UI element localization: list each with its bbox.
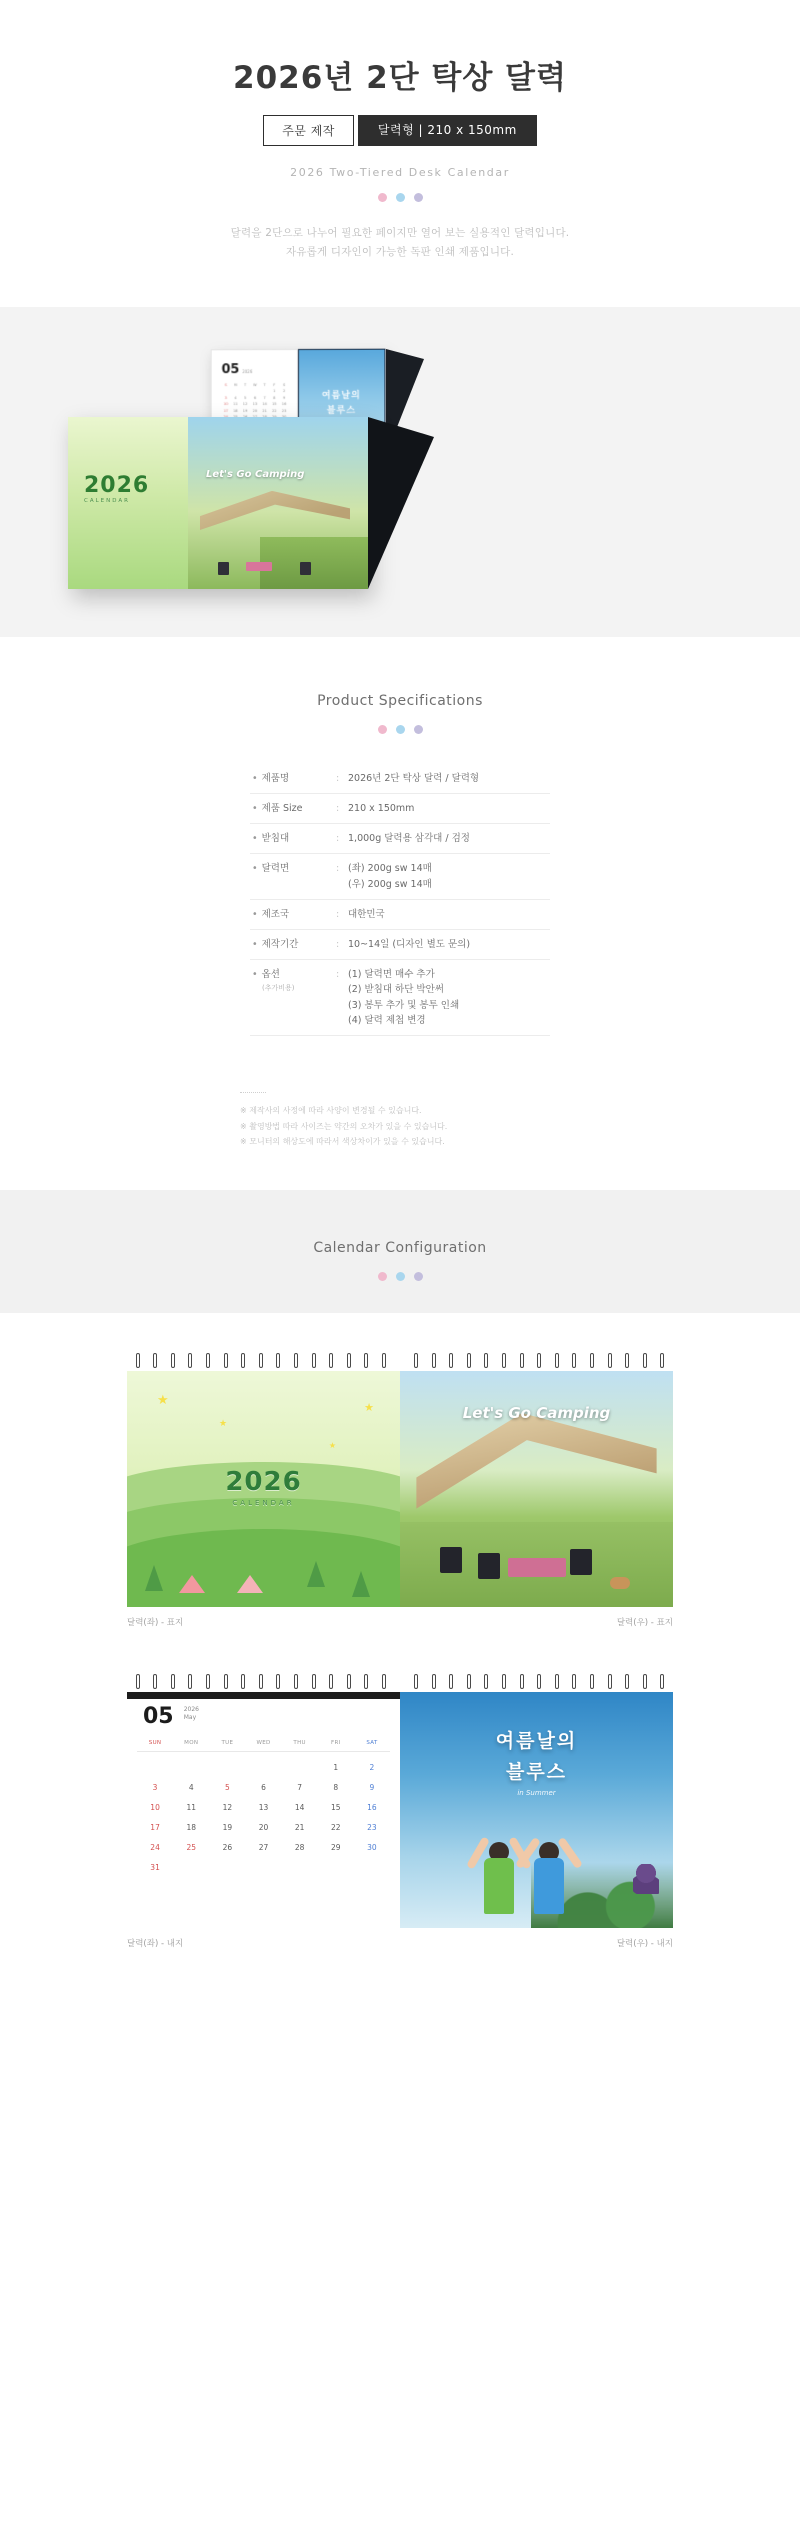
spiral-coil-icon <box>153 1674 157 1689</box>
rear-blues-title-2: 블루스 <box>326 405 356 416</box>
note-line: ※ 모니터의 해상도에 따라서 색상차이가 있을 수 있습니다. <box>240 1137 445 1147</box>
rear-day: 18 <box>233 408 238 413</box>
inner-pages <box>127 1692 673 1928</box>
rear-day: 7 <box>263 395 266 400</box>
spiral-coil-icon <box>590 1674 594 1689</box>
inner-left-page <box>127 1692 400 1928</box>
dot-pink <box>378 725 387 734</box>
badge-row <box>0 115 800 146</box>
front-photo-ground <box>260 537 368 589</box>
spec-separator: : <box>336 863 340 875</box>
decorative-dots <box>0 725 800 734</box>
dot-blue <box>396 725 405 734</box>
configuration-body <box>0 1313 800 1999</box>
table-row <box>250 899 550 929</box>
spiral-group-right <box>405 1674 673 1690</box>
cover-year-text: 2026 <box>225 1466 302 1497</box>
day-cell <box>354 1863 390 1872</box>
spec-key-label: 제품 Size <box>261 803 303 815</box>
day-cell: 25 <box>186 1842 196 1852</box>
dow-sun: SUN <box>137 1740 173 1752</box>
day-cell <box>173 1763 209 1772</box>
spiral-group-left <box>127 1353 395 1369</box>
spec-value-line: (좌) 200g sw 14매 <box>348 863 432 875</box>
rear-day: 10 <box>223 402 229 406</box>
star-icon: ★ <box>157 1392 169 1408</box>
rear-day: 6 <box>253 395 257 400</box>
product-photo-section <box>0 307 800 637</box>
day-cell: 24 <box>150 1842 160 1852</box>
day-cell: 31 <box>150 1862 160 1872</box>
bullet-icon: • <box>252 833 258 845</box>
camp-table-icon <box>508 1558 566 1577</box>
spec-value: 대한민국 <box>348 908 385 920</box>
note-line: ※ 촬영방법 따라 사이즈는 약간의 오차가 있을 수 있습니다. <box>240 1121 448 1131</box>
rear-day: 16 <box>281 402 287 407</box>
specifications-title: Product Specifications <box>317 692 483 709</box>
dot-blue <box>396 1272 405 1281</box>
day-cell <box>282 1863 318 1872</box>
dot-pink <box>378 1272 387 1281</box>
spiral-coil-icon <box>502 1674 506 1689</box>
spec-separator: : <box>336 969 340 981</box>
inner-right-page <box>400 1692 673 1928</box>
spiral-binding <box>127 1353 673 1369</box>
decorative-dots <box>0 193 800 202</box>
rear-day: 19 <box>242 408 248 413</box>
spiral-coil-icon <box>432 1674 436 1689</box>
spiral-coil-icon <box>276 1353 280 1368</box>
spec-separator: : <box>336 908 340 920</box>
spec-separator: : <box>336 803 340 815</box>
spiral-coil-icon <box>171 1353 175 1368</box>
spiral-coil-icon <box>660 1674 664 1689</box>
spiral-coil-icon <box>572 1674 576 1689</box>
spiral-coil-icon <box>382 1674 386 1689</box>
caption-cover-left: 달력(좌) - 표지 <box>127 1617 184 1628</box>
bullet-icon: • <box>252 863 258 875</box>
day-cell <box>137 1763 173 1772</box>
child-body <box>484 1858 514 1914</box>
rear-day <box>231 389 240 394</box>
spiral-coil-icon <box>537 1353 541 1368</box>
spiral-coil-icon <box>572 1353 576 1368</box>
cover-right-page <box>400 1371 673 1607</box>
rear-day: 12 <box>242 402 248 406</box>
dow-tue: TUE <box>209 1740 245 1752</box>
rear-day: 5 <box>244 395 247 400</box>
rear-month-number: 05 <box>221 362 240 377</box>
front-photo-text: Let's Go Camping <box>206 468 305 480</box>
child-figure-left <box>478 1822 520 1914</box>
star-icon: ★ <box>328 1440 336 1450</box>
day-cell: 19 <box>222 1822 233 1832</box>
dow-thu: THU <box>282 1740 318 1752</box>
spec-value-line: (우) 200g sw 14매 <box>348 878 432 890</box>
spec-key <box>250 899 334 929</box>
spec-key <box>250 824 334 854</box>
spec-option-line: (2) 받침대 하단 박안써 <box>348 984 444 996</box>
spiral-coil-icon <box>660 1353 664 1368</box>
inner-spread <box>127 1674 673 1928</box>
rear-mini-grid <box>222 383 289 420</box>
spec-value <box>346 854 550 899</box>
day-cell: 21 <box>294 1822 305 1832</box>
spiral-coil-icon <box>329 1353 333 1368</box>
spiral-coil-icon <box>171 1674 175 1689</box>
badge-size: 달력형 | 210 x 150mm <box>358 115 537 146</box>
spiral-coil-icon <box>206 1674 210 1689</box>
day-cell <box>245 1863 281 1872</box>
spiral-coil-icon <box>241 1674 245 1689</box>
rear-dow: F <box>273 382 276 387</box>
spiral-coil-icon <box>153 1353 157 1368</box>
day-cell: 1 <box>333 1762 339 1772</box>
dot-purple <box>414 725 423 734</box>
spiral-coil-icon <box>188 1353 192 1368</box>
front-photo-chair-icon <box>300 562 311 575</box>
spec-value <box>346 960 550 1036</box>
grapes-icon <box>633 1864 659 1894</box>
dot-purple <box>414 193 423 202</box>
day-cell: 28 <box>294 1842 305 1852</box>
spiral-coil-icon <box>502 1353 506 1368</box>
spiral-coil-icon <box>608 1353 612 1368</box>
table-row <box>250 824 550 854</box>
day-cell: 13 <box>258 1802 269 1812</box>
day-cell: 9 <box>369 1782 375 1792</box>
top-black-bar <box>127 1692 400 1699</box>
spiral-coil-icon <box>643 1353 647 1368</box>
month-sheet <box>127 1692 400 1928</box>
spec-key-label: 제품명 <box>261 772 290 784</box>
rear-day: 21 <box>262 408 267 413</box>
spiral-coil-icon <box>520 1353 524 1368</box>
rear-day: 9 <box>282 395 286 400</box>
day-cell: 30 <box>367 1842 377 1852</box>
day-cell: 3 <box>152 1782 158 1792</box>
spiral-coil-icon <box>224 1674 228 1689</box>
bullet-icon: • <box>252 938 258 950</box>
day-cell: 4 <box>188 1782 194 1792</box>
bullet-icon: • <box>252 772 258 784</box>
rear-month-year: 2026 <box>242 368 253 374</box>
spec-value: 1,000g 달력용 삼각대 / 검정 <box>348 833 470 845</box>
specifications-table <box>250 764 550 1036</box>
day-cell: 5 <box>224 1782 230 1792</box>
spec-key <box>250 794 334 824</box>
caption-inner-left: 달력(좌) - 내지 <box>127 1938 184 1949</box>
rear-day: 4 <box>234 395 237 400</box>
spec-option-line: (4) 달력 제첩 변경 <box>348 1014 426 1026</box>
camp-chair-icon <box>478 1553 500 1579</box>
cover-spread <box>127 1353 673 1607</box>
cover-left-page <box>127 1371 400 1607</box>
cover-photo-text: Let's Go Camping <box>462 1403 611 1422</box>
spec-value: 2026년 2단 탁상 달력 / 달력형 <box>348 772 480 784</box>
child-figure-right <box>528 1822 570 1914</box>
day-cell <box>209 1763 245 1772</box>
tent-icon <box>237 1575 263 1593</box>
day-cell <box>245 1763 281 1772</box>
star-icon: ★ <box>219 1418 228 1429</box>
spec-separator: : <box>336 938 340 950</box>
spiral-coil-icon <box>432 1353 436 1368</box>
tree-icon <box>307 1561 325 1587</box>
spec-key-subnote: (추가비용) <box>262 984 295 993</box>
day-cell <box>173 1863 209 1872</box>
day-cell: 12 <box>222 1802 233 1812</box>
blues-title-1: 여름날의 <box>495 1729 578 1752</box>
spec-key-label: 옵션 <box>261 969 280 981</box>
spec-separator: : <box>336 833 340 845</box>
rear-day: 1 <box>273 389 276 394</box>
day-cell <box>209 1863 245 1872</box>
configuration-title: Calendar Configuration <box>313 1239 487 1256</box>
spiral-coil-icon <box>414 1674 418 1689</box>
spec-key <box>250 854 334 899</box>
product-photo-front-calendar <box>68 417 368 589</box>
front-calendar-left-half <box>68 417 188 589</box>
spiral-coil-icon <box>590 1353 594 1368</box>
cover-year-sub: CALENDAR <box>232 1498 295 1507</box>
configuration-header <box>0 1190 800 1313</box>
cover-captions <box>127 1616 673 1628</box>
front-photo-chair-icon <box>218 562 229 575</box>
spiral-coil-icon <box>467 1674 471 1689</box>
spiral-coil-icon <box>259 1353 263 1368</box>
spec-value: 210 x 150mm <box>348 803 415 815</box>
rear-dow: S <box>224 382 228 387</box>
spec-key-label: 받침대 <box>261 833 290 845</box>
spiral-coil-icon <box>608 1674 612 1689</box>
day-cell: 17 <box>150 1822 160 1832</box>
spiral-coil-icon <box>224 1353 228 1368</box>
rear-day: 3 <box>224 395 228 400</box>
star-icon: ★ <box>364 1400 374 1414</box>
bullet-icon: • <box>252 969 258 981</box>
spec-key <box>250 764 334 794</box>
dow-mon: MON <box>173 1740 209 1752</box>
month-year-label <box>184 1706 199 1723</box>
spiral-group-left <box>127 1674 395 1690</box>
spiral-coil-icon <box>276 1674 280 1689</box>
hero-description-line-1: 달력을 2단으로 나누어 필요한 페이지만 열어 보는 실용적인 달력입니다. <box>230 227 570 239</box>
day-cell: 8 <box>333 1782 339 1792</box>
month-number: 05 <box>143 1703 174 1729</box>
day-cell: 14 <box>294 1802 305 1812</box>
rear-day <box>241 389 250 394</box>
day-cell: 15 <box>331 1802 341 1812</box>
table-row <box>250 960 550 1036</box>
spec-key-label: 제작기간 <box>261 938 299 950</box>
day-cell: 10 <box>150 1802 160 1812</box>
spec-key-label: 달력면 <box>261 863 290 875</box>
spiral-coil-icon <box>449 1353 453 1368</box>
day-cell: 27 <box>258 1842 269 1852</box>
rear-day: 22 <box>272 408 277 413</box>
day-cell <box>318 1863 354 1872</box>
rear-day: 15 <box>272 402 277 407</box>
month-grid <box>137 1740 390 1872</box>
hero-description <box>0 224 800 263</box>
spec-option-line: (3) 봉투 추가 및 봉투 인쇄 <box>348 999 460 1011</box>
day-cell: 7 <box>297 1782 303 1792</box>
spec-key <box>250 960 334 1036</box>
rear-day: 23 <box>281 408 287 413</box>
front-photo-table-icon <box>246 562 272 571</box>
bullet-icon: • <box>252 908 258 920</box>
spiral-coil-icon <box>312 1674 316 1689</box>
spiral-coil-icon <box>329 1674 333 1689</box>
bullet-icon: • <box>252 803 258 815</box>
spec-separator: : <box>336 772 340 784</box>
day-cell: 2 <box>369 1762 375 1772</box>
rear-day: 20 <box>252 408 258 413</box>
spiral-coil-icon <box>449 1674 453 1689</box>
day-cell <box>282 1763 318 1772</box>
blues-title-sub: in Summer <box>517 1788 556 1797</box>
tree-icon <box>145 1565 163 1591</box>
month-header <box>143 1703 199 1729</box>
day-cell: 29 <box>331 1842 341 1852</box>
blues-photo <box>400 1692 673 1928</box>
rear-day <box>260 389 269 394</box>
spec-value: 10~14일 (디자인 별도 문의) <box>348 938 471 950</box>
dot-purple <box>414 1272 423 1281</box>
dow-fri: FRI <box>318 1740 354 1752</box>
day-cell: 26 <box>222 1842 233 1852</box>
spec-key-label: 제조국 <box>261 908 290 920</box>
camp-chair-icon <box>570 1549 592 1575</box>
dow-sat: SAT <box>354 1740 390 1752</box>
day-cell: 18 <box>186 1822 196 1832</box>
spiral-coil-icon <box>364 1674 368 1689</box>
month-name-en: May <box>183 1714 197 1722</box>
dot-blue <box>396 193 405 202</box>
table-row <box>250 854 550 899</box>
rear-blues-title-1: 여름날의 <box>321 390 361 401</box>
hero-section <box>0 0 800 307</box>
spiral-binding <box>127 1674 673 1690</box>
inner-captions <box>127 1937 673 1949</box>
spiral-coil-icon <box>136 1353 140 1368</box>
spiral-coil-icon <box>625 1674 629 1689</box>
child-body <box>534 1858 564 1914</box>
spiral-coil-icon <box>414 1353 418 1368</box>
front-year-sub: CALENDAR <box>84 497 130 504</box>
day-cell: 20 <box>258 1822 269 1832</box>
spiral-coil-icon <box>241 1353 245 1368</box>
day-cell: 6 <box>261 1782 266 1792</box>
rear-dow: T <box>263 382 266 387</box>
tree-icon <box>352 1571 370 1597</box>
dot-pink <box>378 193 387 202</box>
decorative-dots <box>0 1272 800 1281</box>
spiral-coil-icon <box>188 1674 192 1689</box>
caption-cover-right: 달력(우) - 표지 <box>616 1617 673 1628</box>
spiral-coil-icon <box>312 1353 316 1368</box>
rear-day: 8 <box>273 395 276 400</box>
spec-key <box>250 929 334 959</box>
rear-dow: M <box>234 382 238 387</box>
front-calendar-stand <box>368 417 434 589</box>
spiral-coil-icon <box>347 1353 351 1368</box>
spiral-coil-icon <box>136 1674 140 1689</box>
month-year: 2026 <box>183 1705 199 1713</box>
blues-title-2: 블루스 <box>505 1760 568 1783</box>
rear-day: 13 <box>252 402 258 407</box>
spiral-coil-icon <box>294 1674 298 1689</box>
rear-day <box>251 389 260 394</box>
spiral-coil-icon <box>555 1674 559 1689</box>
specifications-section <box>0 637 800 1190</box>
day-cell: 16 <box>367 1802 377 1812</box>
spiral-coil-icon <box>347 1674 351 1689</box>
spiral-coil-icon <box>484 1353 488 1368</box>
front-year-text: 2026 <box>84 472 150 498</box>
spiral-coil-icon <box>294 1353 298 1368</box>
day-cell: 23 <box>367 1822 377 1832</box>
cover-pages <box>127 1371 673 1607</box>
dow-wed: WED <box>245 1740 281 1752</box>
spiral-coil-icon <box>382 1353 386 1368</box>
spiral-coil-icon <box>625 1353 629 1368</box>
dog-icon <box>610 1577 630 1589</box>
spiral-coil-icon <box>520 1674 524 1689</box>
rear-day: 11 <box>233 402 238 406</box>
rear-day <box>222 389 231 394</box>
cover-year <box>127 1467 400 1507</box>
rear-day: 17 <box>223 408 229 413</box>
rear-day: 14 <box>262 402 267 407</box>
caption-inner-right: 달력(우) - 내지 <box>616 1938 673 1949</box>
spiral-group-right <box>405 1353 673 1369</box>
spiral-coil-icon <box>555 1353 559 1368</box>
table-row <box>250 794 550 824</box>
page-title: 2026년 2단 탁상 달력 <box>233 60 567 96</box>
hero-subtitle-en: 2026 Two-Tiered Desk Calendar <box>290 166 510 179</box>
spiral-coil-icon <box>259 1674 263 1689</box>
spiral-coil-icon <box>643 1674 647 1689</box>
rear-dow: S <box>282 382 286 387</box>
spiral-coil-icon <box>364 1353 368 1368</box>
rear-dow: W <box>253 382 257 387</box>
table-row <box>250 929 550 959</box>
day-cell: 22 <box>331 1822 341 1832</box>
front-year <box>84 473 149 504</box>
badge-custom-order: 주문 제작 <box>263 115 354 146</box>
blues-title-block <box>400 1726 673 1797</box>
divider <box>240 1092 266 1093</box>
note-line: ※ 제작사의 사정에 따라 사양이 변경될 수 있습니다. <box>240 1105 422 1115</box>
spiral-coil-icon <box>206 1353 210 1368</box>
tent-icon <box>179 1575 205 1593</box>
spec-option-line: (1) 달력면 매수 추가 <box>348 969 435 981</box>
spiral-coil-icon <box>467 1353 471 1368</box>
camp-chair-icon <box>440 1547 462 1573</box>
table-row <box>250 764 550 794</box>
spiral-coil-icon <box>537 1674 541 1689</box>
rear-dow: T <box>244 382 247 387</box>
spiral-coil-icon <box>484 1674 488 1689</box>
day-cell: 11 <box>186 1802 196 1812</box>
rear-day: 2 <box>282 389 286 394</box>
hero-description-line-2: 자유롭게 디자인이 가능한 독판 인쇄 제품입니다. <box>285 246 515 259</box>
disclaimer-notes <box>240 1092 560 1150</box>
bottom-spacer <box>0 1999 800 2035</box>
